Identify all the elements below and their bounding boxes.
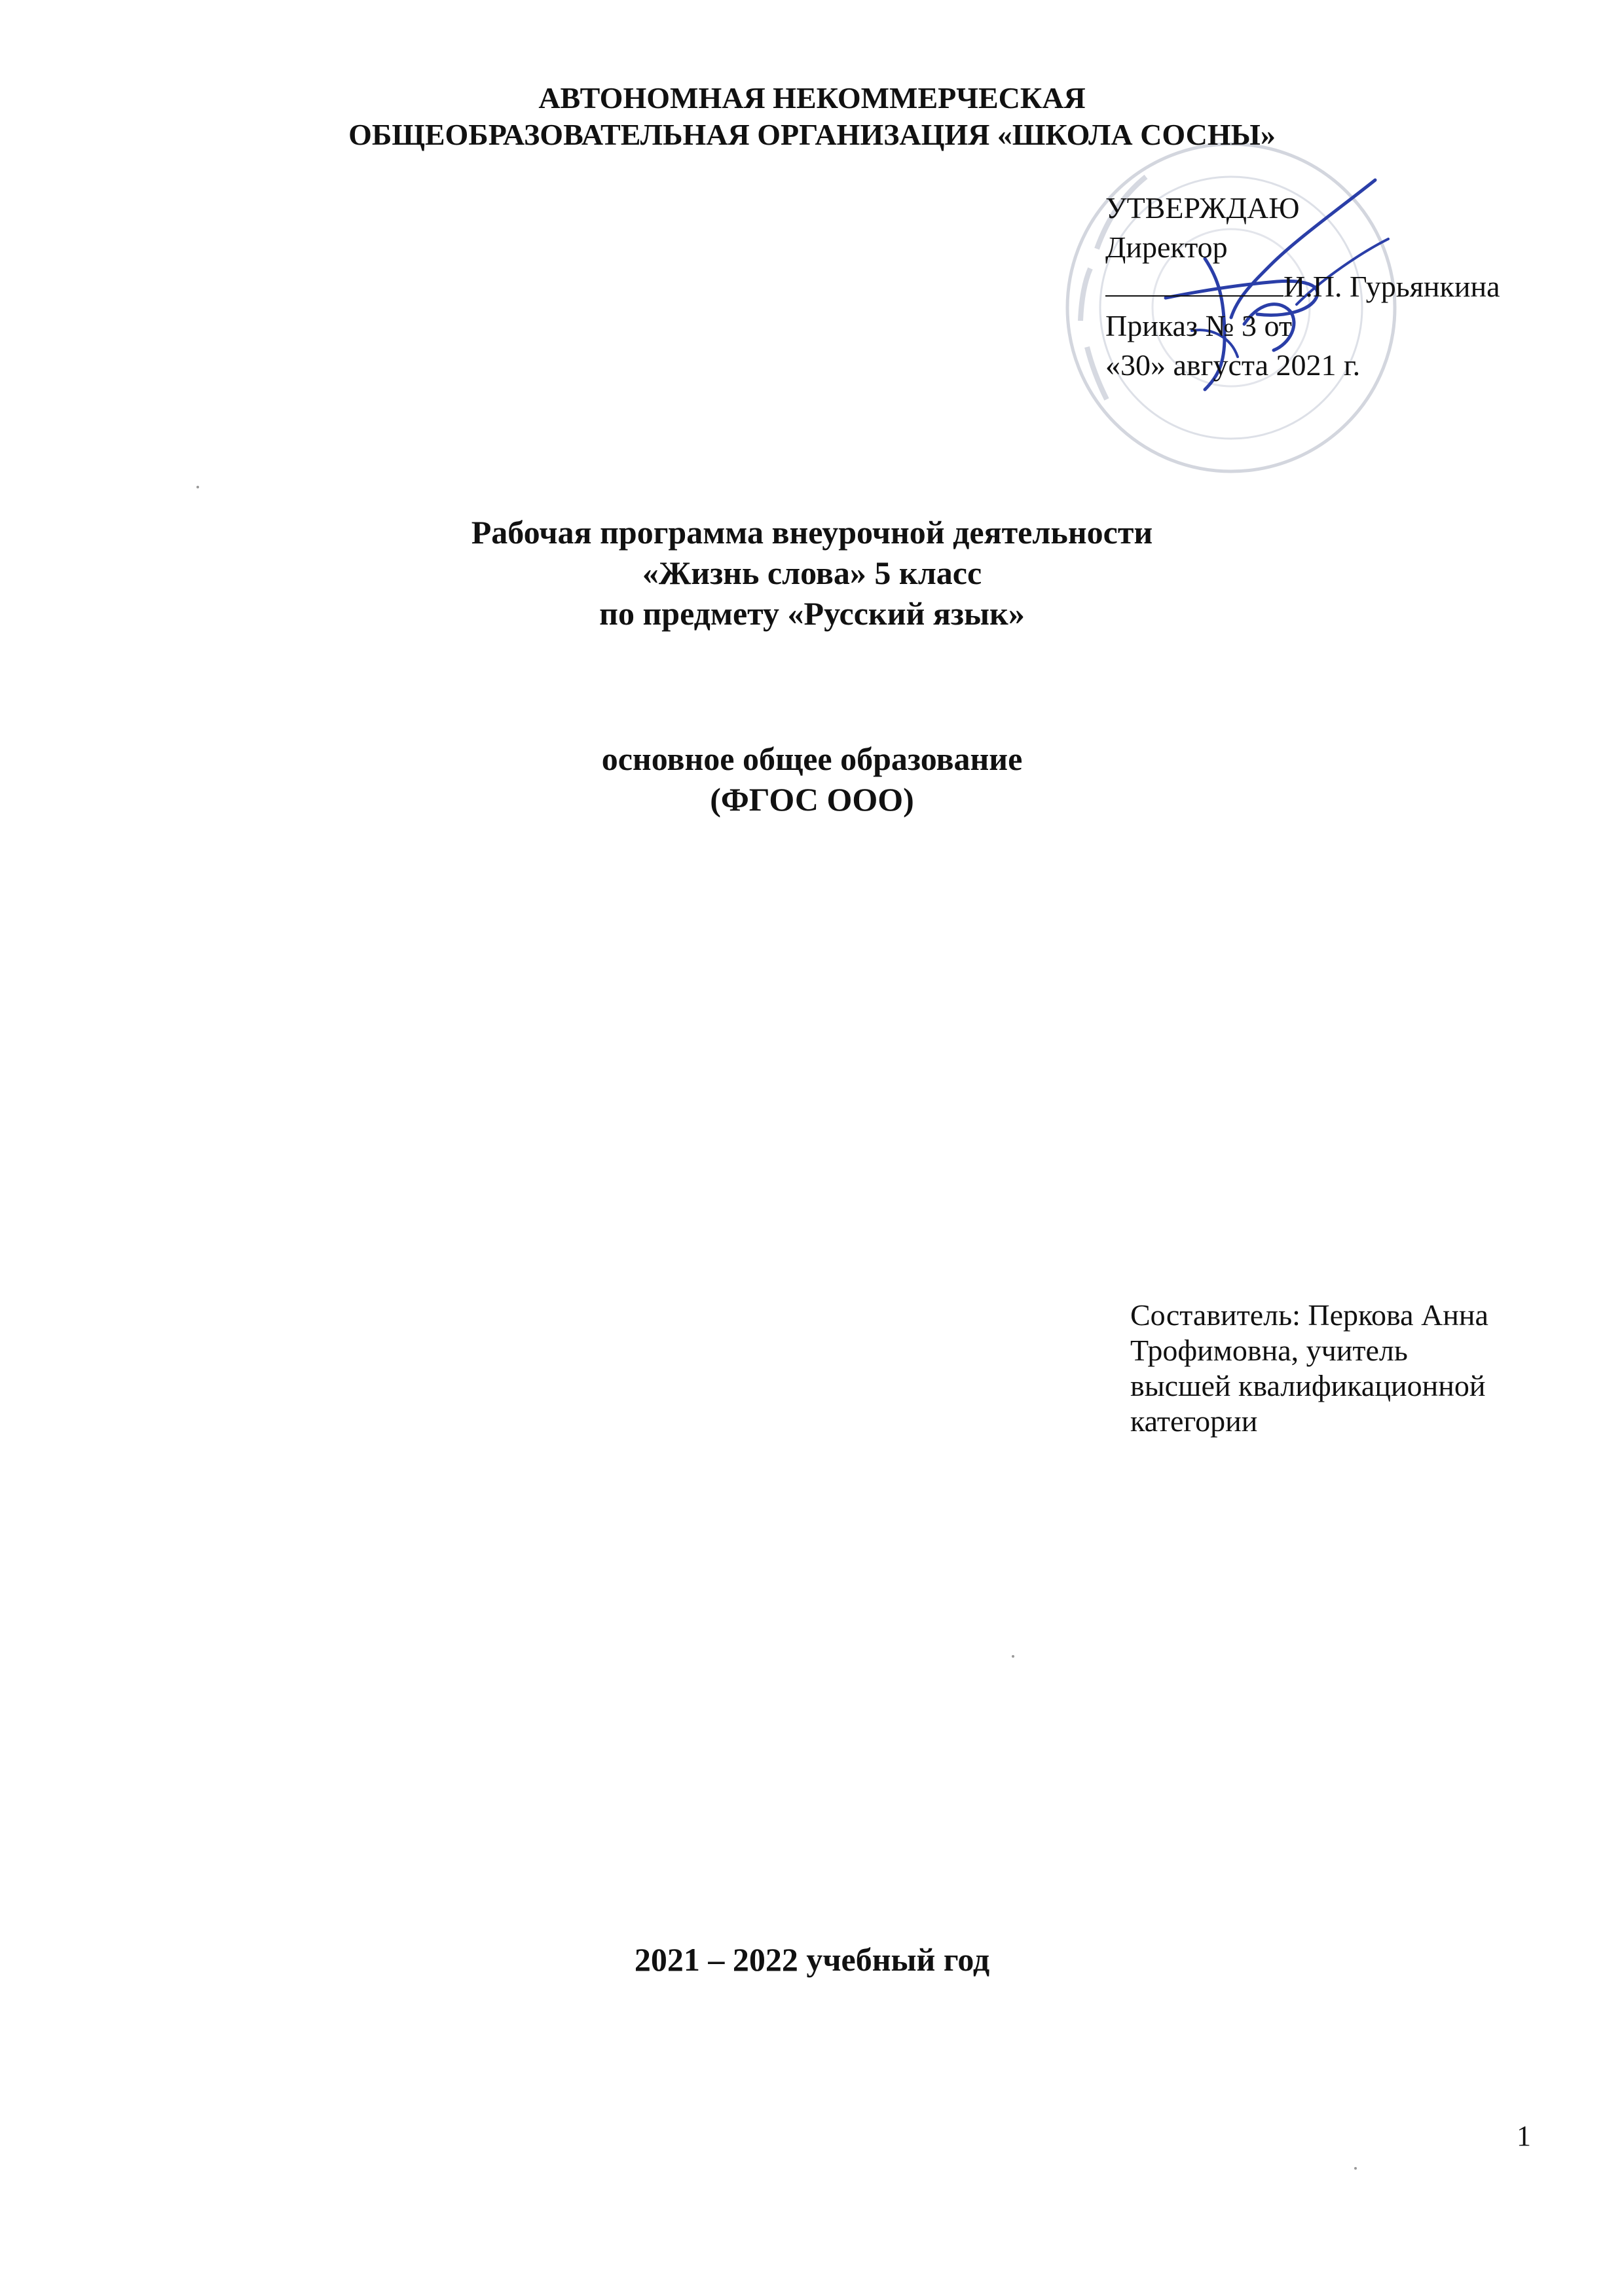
academic-year: 2021 – 2022 учебный год: [634, 1941, 990, 1978]
program-title-line-2: «Жизнь слова» 5 класс: [642, 555, 982, 591]
author-block: [1130, 1298, 1549, 1439]
program-title-line-1: Рабочая программа внеурочной деятельности: [471, 514, 1153, 551]
approve-label: УТВЕРЖДАЮ: [1105, 191, 1300, 225]
order-number: Приказ № 3 от: [1105, 309, 1292, 342]
scan-speck: [196, 486, 199, 488]
org-name-line-1: АВТОНОМНАЯ НЕКОММЕРЧЕСКАЯ: [538, 81, 1086, 115]
org-name-line-2: ОБЩЕОБРАЗОВАТЕЛЬНАЯ ОРГАНИЗАЦИЯ «ШКОЛА СОСНЫ»: [348, 118, 1276, 151]
education-level-line-2: (ФГОС ООО): [710, 781, 914, 818]
order-date: «30» августа 2021 г.: [1105, 348, 1361, 382]
author-line-4: категории: [1130, 1404, 1258, 1438]
program-title: [0, 512, 1624, 634]
organization-header: [0, 80, 1624, 153]
page-number: 1: [1517, 2120, 1531, 2152]
director-name: И.П. Гурьянкина: [1283, 270, 1500, 303]
author-line-2: Трофимовна, учитель: [1130, 1334, 1408, 1367]
scan-speck: [1012, 1655, 1014, 1658]
education-level-line-1: основное общее образование: [601, 740, 1023, 777]
approval-block: [1105, 189, 1564, 385]
author-line-3: высшей квалификационной: [1130, 1369, 1486, 1402]
signature-line: [1105, 267, 1564, 306]
signature-blank: [1105, 268, 1283, 297]
program-title-line-3: по предмету «Русский язык»: [599, 595, 1025, 632]
scan-speck: [1354, 2167, 1357, 2170]
director-position: Директор: [1105, 230, 1228, 264]
education-level: [0, 738, 1624, 820]
author-line-1: Составитель: Перкова Анна: [1130, 1298, 1488, 1332]
